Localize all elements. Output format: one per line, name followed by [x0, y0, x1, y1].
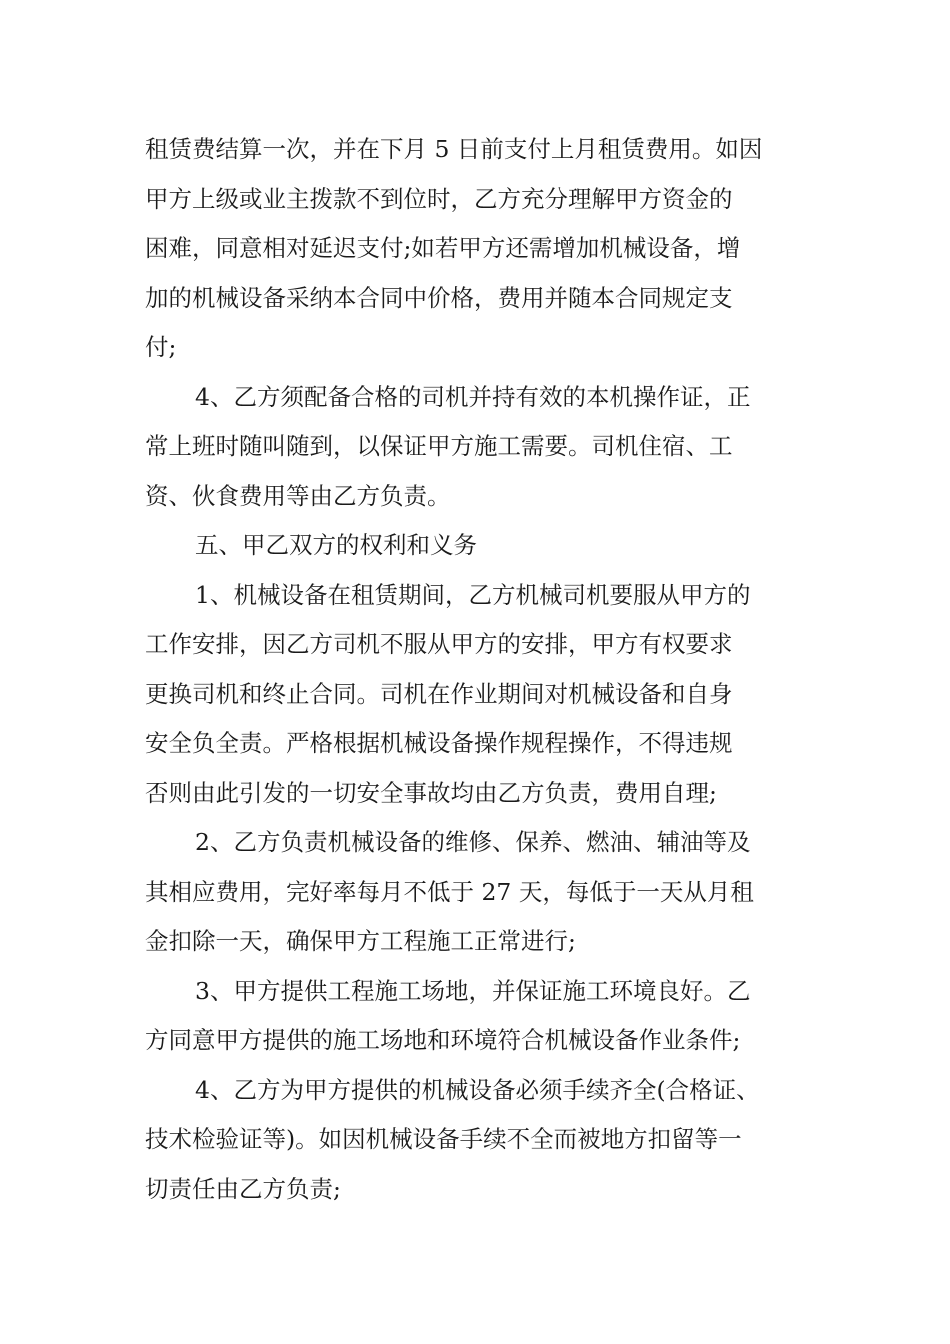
- text-line: 1、机械设备在租赁期间，乙方机械司机要服从甲方的: [195, 580, 751, 609]
- text-line: 其相应费用，完好率每月不低于 27 天，每低于一天从月租: [145, 877, 754, 906]
- text-line: 金扣除一天，确保甲方工程施工正常进行;: [145, 927, 576, 955]
- text-line: 4、乙方须配备合格的司机并持有效的本机操作证，正: [195, 382, 751, 411]
- text-line: 4、乙方为甲方提供的机械设备必须手续齐全(合格证、: [195, 1075, 760, 1104]
- text-line: 更换司机和终止合同。司机在作业期间对机械设备和自身: [145, 679, 733, 708]
- text-line: 甲方上级或业主拨款不到位时，乙方充分理解甲方资金的: [145, 184, 733, 213]
- text-line: 技术检验证等)。如因机械设备手续不全而被地方扣留等一: [145, 1125, 742, 1153]
- section-heading: 五、甲乙双方的权利和义务: [195, 531, 477, 559]
- text-line: 租赁费结算一次，并在下月 5 日前支付上月租赁费用。如因: [145, 135, 763, 163]
- text-line: 资、伙食费用等由乙方负责。: [145, 481, 451, 510]
- text-line: 3、甲方提供工程施工场地，并保证施工环境良好。乙: [195, 976, 751, 1005]
- text-line: 方同意甲方提供的施工场地和环境符合机械设备作业条件;: [145, 1026, 741, 1054]
- text-line: 付;: [145, 333, 177, 361]
- text-line: 2、乙方负责机械设备的维修、保养、燃油、辅油等及: [195, 828, 751, 856]
- text-line: 安全负全责。严格根据机械设备操作规程操作，不得违规: [145, 729, 733, 757]
- text-line: 否则由此引发的一切安全事故均由乙方负责，费用自理;: [145, 778, 717, 807]
- text-line: 加的机械设备采纳本合同中价格，费用并随本合同规定支: [145, 283, 733, 312]
- text-line: 工作安排，因乙方司机不服从甲方的安排，甲方有权要求: [145, 630, 733, 658]
- text-line: 常上班时随叫随到，以保证甲方施工需要。司机住宿、工: [145, 432, 733, 460]
- text-line: 困难，同意相对延迟支付;如若甲方还需增加机械设备，增: [145, 234, 741, 262]
- text-line: 切责任由乙方负责;: [145, 1174, 341, 1203]
- document-body: [145, 125, 835, 1214]
